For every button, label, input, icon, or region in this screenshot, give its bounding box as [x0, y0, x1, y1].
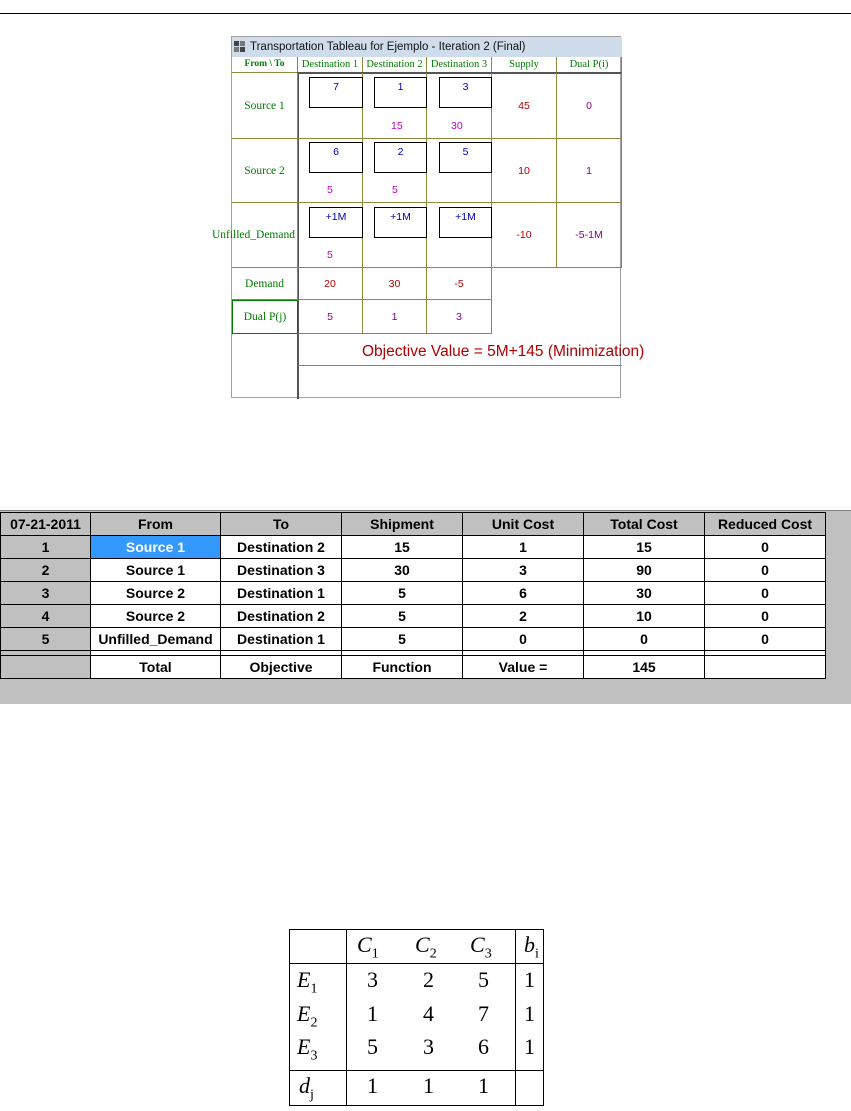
cell-to[interactable]: Destination 1 [221, 628, 342, 651]
cell-reduced-cost[interactable]: 0 [705, 582, 826, 605]
table-row[interactable] [1, 536, 826, 559]
dual-d2: 1 [363, 300, 427, 334]
matrix-cell: 4 [423, 1001, 434, 1026]
header-destination-3[interactable]: Destination 3 [427, 57, 492, 73]
cell-total-cost[interactable]: 30 [584, 582, 705, 605]
cell-total-cost[interactable]: 90 [584, 559, 705, 582]
corner-header: From \ To [232, 57, 298, 73]
cost-s2-d1: 6 [309, 142, 363, 173]
cell-shipment[interactable]: 5 [342, 605, 463, 628]
col-header-date[interactable]: 07-21-2011 [1, 513, 91, 536]
demand-d3: -5 [427, 268, 492, 300]
cell-from[interactable]: Source 1 [91, 559, 221, 582]
solution-grid-window [0, 510, 851, 704]
col-header-total-cost[interactable]: Total Cost [584, 513, 705, 536]
cell-total-cost[interactable]: 10 [584, 605, 705, 628]
app-icon [234, 41, 246, 52]
alloc-u-d1: 5 [327, 249, 333, 261]
supply-source-2: 10 [492, 139, 557, 203]
matrix-footer-cell: 1 [478, 1073, 489, 1098]
total-function: Function [342, 656, 463, 679]
table-row[interactable] [1, 628, 826, 651]
matrix-row-e3: $E_3$ [297, 1034, 318, 1064]
solution-table [0, 512, 826, 679]
cell-from[interactable]: Source 2 [91, 605, 221, 628]
matrix-row-e1: $E_1$ [297, 967, 318, 997]
matrix-cell: 1 [524, 1001, 535, 1026]
total-value-label: Value = [463, 656, 584, 679]
matrix-right-line [543, 929, 544, 1106]
matrix-header-line [289, 963, 544, 964]
cell-shipment[interactable]: 30 [342, 559, 463, 582]
tableau-grid [211, 57, 645, 399]
row-number[interactable]: 5 [1, 628, 91, 651]
matrix-footer-cell: 1 [423, 1073, 434, 1098]
cell-shipment[interactable]: 5 [342, 582, 463, 605]
cost-s1-d1: 7 [309, 77, 363, 108]
total-label: Total [91, 656, 221, 679]
matrix-col-bi: $b_i$ [524, 932, 539, 962]
matrix-col-divider [346, 929, 347, 1106]
cost-matrix [289, 929, 544, 1106]
cell-from-selected[interactable]: Source 1 [91, 536, 221, 559]
matrix-col-c2: $C_2$ [415, 932, 437, 962]
cell-to[interactable]: Destination 3 [221, 559, 342, 582]
matrix-cell: 7 [478, 1001, 489, 1026]
col-header-reduced-cost[interactable]: Reduced Cost [705, 513, 826, 536]
col-header-to[interactable]: To [221, 513, 342, 536]
total-row [1, 656, 826, 679]
matrix-cell: 6 [478, 1034, 489, 1059]
alloc-s2-d1: 5 [327, 184, 333, 196]
matrix-col-c1: $C_1$ [357, 932, 379, 962]
cell-reduced-cost[interactable]: 0 [705, 628, 826, 651]
supply-source-1: 45 [492, 73, 557, 139]
col-header-from[interactable]: From [91, 513, 221, 536]
total-row-number[interactable] [1, 656, 91, 679]
objective-band-line [298, 365, 622, 366]
cost-u-d1: +1M [309, 207, 363, 238]
header-destination-2[interactable]: Destination 2 [363, 57, 427, 73]
page-top-rule [0, 13, 851, 14]
table-header-row [1, 513, 826, 536]
cell-shipment[interactable]: 5 [342, 628, 463, 651]
matrix-cell: 3 [423, 1034, 434, 1059]
demand-d2: 30 [363, 268, 427, 300]
cell-unit-cost[interactable]: 3 [463, 559, 584, 582]
row-label-demand: Demand [232, 268, 298, 300]
total-empty [705, 656, 826, 679]
matrix-b-divider [515, 929, 516, 1106]
alloc-s1-d2: 15 [391, 120, 403, 132]
matrix-cell: 5 [367, 1034, 378, 1059]
header-supply[interactable]: Supply [492, 57, 557, 73]
matrix-bottom-line [289, 1105, 544, 1106]
row-label-dual-pj: Dual P(j) [232, 300, 298, 334]
cell-from[interactable]: Source 2 [91, 582, 221, 605]
cell-unit-cost[interactable]: 0 [463, 628, 584, 651]
cost-s2-d2: 2 [374, 142, 427, 173]
cost-s1-d2: 1 [374, 77, 427, 108]
matrix-col-c3: $C_3$ [470, 932, 492, 962]
cell-total-cost[interactable]: 15 [584, 536, 705, 559]
alloc-s1-d3: 30 [451, 120, 463, 132]
cost-s1-d3: 3 [439, 77, 492, 108]
total-value: 145 [584, 656, 705, 679]
matrix-footer-line [289, 1070, 544, 1071]
alloc-s2-d2: 5 [392, 184, 398, 196]
dual-source-1: 0 [557, 73, 622, 139]
table-row[interactable] [1, 582, 826, 605]
demand-d1: 20 [298, 268, 363, 300]
row-number[interactable]: 1 [1, 536, 91, 559]
supply-unfilled: -10 [492, 203, 557, 268]
dual-source-2: 1 [557, 139, 622, 203]
cell-total-cost[interactable]: 0 [584, 628, 705, 651]
matrix-top-line [289, 929, 544, 930]
total-objective: Objective [221, 656, 342, 679]
matrix-footer-dj: $d_j$ [299, 1073, 314, 1103]
matrix-left-line [289, 929, 290, 1106]
matrix-cell: 1 [524, 1034, 535, 1059]
cell-shipment[interactable]: 15 [342, 536, 463, 559]
cell-from[interactable]: Unfilled_Demand [91, 628, 221, 651]
cell-reduced-cost[interactable]: 0 [705, 559, 826, 582]
cell-unit-cost[interactable]: 6 [463, 582, 584, 605]
row-number[interactable]: 4 [1, 605, 91, 628]
matrix-cell: 3 [367, 967, 378, 992]
row-label-source-2: Source 2 [232, 139, 298, 203]
transportation-tableau-window [211, 36, 645, 398]
matrix-cell: 1 [367, 1001, 378, 1026]
cost-u-d3: +1M [439, 207, 492, 238]
window-titlebar[interactable] [232, 37, 622, 57]
cell-to[interactable]: Destination 2 [221, 536, 342, 559]
row-number[interactable]: 3 [1, 582, 91, 605]
table-row[interactable] [1, 605, 826, 628]
dual-d1: 5 [298, 300, 363, 334]
dual-unfilled: -5-1M [557, 203, 622, 268]
header-dual-pi[interactable]: Dual P(i) [557, 57, 622, 73]
matrix-cell: 5 [478, 967, 489, 992]
matrix-row-e2: $E_2$ [297, 1001, 318, 1031]
row-number[interactable]: 2 [1, 559, 91, 582]
col-header-unit-cost[interactable]: Unit Cost [463, 513, 584, 536]
cell-reduced-cost[interactable]: 0 [705, 605, 826, 628]
cost-u-d2: +1M [374, 207, 427, 238]
matrix-cell: 1 [524, 967, 535, 992]
cell-reduced-cost[interactable]: 0 [705, 536, 826, 559]
col-header-shipment[interactable]: Shipment [342, 513, 463, 536]
cell-unit-cost[interactable]: 2 [463, 605, 584, 628]
cell-to[interactable]: Destination 1 [221, 582, 342, 605]
header-destination-1[interactable]: Destination 1 [298, 57, 363, 73]
cell-to[interactable]: Destination 2 [221, 605, 342, 628]
matrix-cell: 2 [423, 967, 434, 992]
matrix-footer-cell: 1 [367, 1073, 378, 1098]
dual-d3: 3 [427, 300, 492, 334]
cost-s2-d3: 5 [439, 142, 492, 173]
window-title: Transportation Tableau for Ejemplo - Iteration 2 (Final) [250, 41, 526, 53]
row-label-source-1: Source 1 [232, 73, 298, 139]
table-row[interactable] [1, 559, 826, 582]
objective-value-text: Objective Value = 5M+145 (Minimization) [362, 343, 645, 360]
row-label-unfilled-demand: Unfilled_Demand [232, 203, 298, 268]
cell-unit-cost[interactable]: 1 [463, 536, 584, 559]
